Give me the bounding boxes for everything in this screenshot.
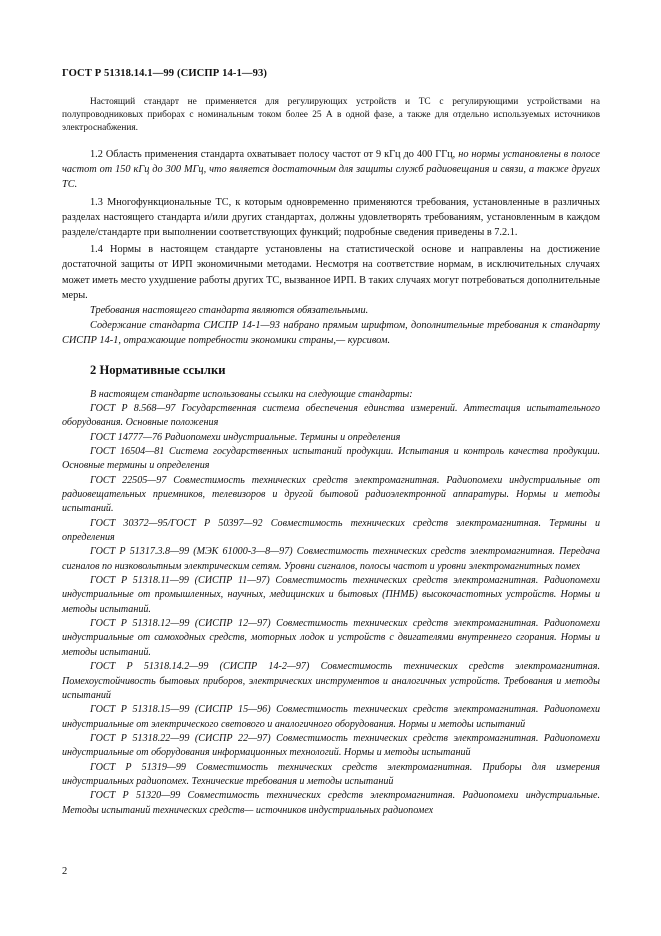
reference-item: ГОСТ Р 51318.14.2—99 (СИСПР 14-2—97) Совместимость технических средств электромагнитная. Помехоустойчивость бытовых приборов, электрических инструментов и аналогичных устройств. Требования и методы испытаний [62,661,600,701]
page-number: 2 [62,866,68,877]
reference-item: ГОСТ Р 51318.11—99 (СИСПР 11—97) Совместимость технических средств электромагнитная. Радиопомехи индустриальные от промышленных, научных, медицинских и бытовых (ПНМБ) высокочастотных устройств. Нормы и методы испытаний. [62,575,600,615]
paragraph-1-2-italic: но нормы установлены в полосе частот от 150 кГц до 300 МГц, что является достаточным для защиты служб радиовещания и связи, а также других ТС. [62,149,600,191]
content-note: Содержание стандарта СИСПР 14-1—93 набрано прямым шрифтом, дополнительные требования к стандарту СИСПР 14-1, отражающие потребности экономики страны,— курсивом. [62,320,600,347]
paragraph-1-3: 1.3 Многофункциональные ТС, к которым одновременно применяются требования, установленные в различных разделах настоящего стандарта и/или других стандартах, должны удовлетворять требованиям, установленным в каждом разделе/стандарте при выполнении соответствующих функций; подробные сведения приведены в 7.2.1. [62,196,600,239]
reference-item: ГОСТ Р 51318.15—99 (СИСПР 15—96) Совместимость технических средств электромагнитная. Радиопомехи индустриальные от электрического светового и аналогичного оборудования. Нормы и методы испытаний [62,704,600,730]
reference-item: ГОСТ Р 51317.3.8—99 (МЭК 61000-3—8—97) Совместимость технических средств электромагнитная. Передача сигналов по низковольтным электрическим сетям. Уровни сигналов, полосы частот и уровни электромагнитных помех [62,546,600,572]
reference-item: ГОСТ 22505—97 Совместимость технических средств электромагнитная. Радиопомехи индустриальные от радиовещательных приемников, телевизоров и другой бытовой радиоэлектронной аппаратуры. Нормы и методы испытаний. [62,474,600,515]
reference-item: ГОСТ Р 51319—99 Совместимость технических средств электромагнитная. Приборы для измерения индустриальных радиопомех. Технические требования и методы испытаний [62,761,600,787]
reference-item: ГОСТ 16504—81 Система государственных испытаний продукции. Испытания и контроль качества продукции. Основные термины и определения [62,446,600,472]
reference-item: ГОСТ Р 8.568—97 Государственная система обеспечения единства измерений. Аттестация испытательного оборудования. Основные положения [62,402,600,429]
reference-item: ГОСТ 30372—95/ГОСТ Р 50397—92 Совместимость технических средств электромагнитная. Термины и определения [62,517,600,544]
intro-note: Настоящий стандарт не применяется для регулирующих устройств и ТС с регулирующими устройствами на полупроводниковых приборах с номинальным током более 25 А в одной фазе, а также для отдельно используемых источников электроснабжения. [62,97,600,133]
section-2-title: 2 Нормативные ссылки [90,362,226,377]
reference-item: ГОСТ Р 51318.22—99 (СИСПР 22—97) Совместимость технических средств электромагнитная. Радиопомехи индустриальные от оборудования информационных технологий. Нормы и методы испытаний [62,732,600,759]
document-body [62,96,600,818]
paragraph-1-4: 1.4 Нормы в настоящем стандарте установлены на статистической основе и направлены на достижение достаточной защиты от ИРП экономичными методами. Несмотря на соответствие нормам, в исключительных случаях может иметь место ухудшение работы других ТС, вызванное ИРП. В таких случаях могут потребоваться дополнительные меры. [62,244,600,301]
paragraph-1-2-normal: 1.2 Область применения стандарта охватывает полосу частот от 9 кГц до 400 ГГц, [90,149,459,160]
references-intro: В настоящем стандарте использованы ссылки на следующие стандарты: [90,388,413,400]
mandatory-note: Требования настоящего стандарта являются обязательными. [90,305,369,317]
reference-item: ГОСТ Р 51320—99 Совместимость технических средств электромагнитная. Радиопомехи индустриальные. Методы испытаний технических средств— источников индустриальных радиопомех [62,790,600,816]
paragraph-1-2 [62,147,600,193]
reference-item: ГОСТ 14777—76 Радиопомехи индустриальные. Термины и определения [90,431,401,443]
document-header: ГОСТ Р 51318.14.1—99 (СИСПР 14-1—93) [62,68,267,79]
reference-item: ГОСТ Р 51318.12—99 (СИСПР 12—97) Совместимость технических средств электромагнитная. Радиопомехи индустриальные от самоходных средств, моторных лодок и устройств с двигателями внутреннего сгорания. Нормы и методы испытаний. [62,618,600,658]
